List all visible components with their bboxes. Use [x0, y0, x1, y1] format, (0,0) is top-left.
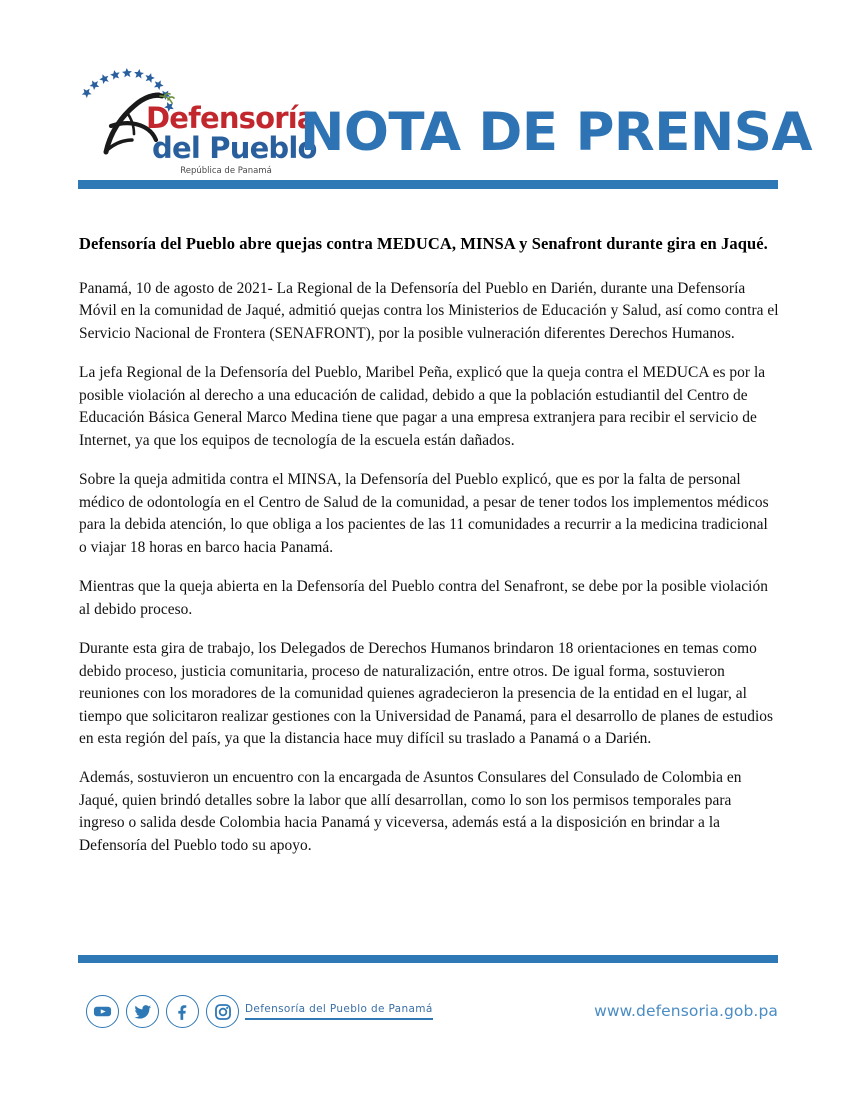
body-paragraph: Panamá, 10 de agosto de 2021- La Regional de la Defensoría del Pueblo en Darién, durante una Defensoría Móvil en la comunidad de Jaqué, admitió quejas contra los Ministerios de Educación y Salud, así como contra el Servicio Nacional de Frontera (SENAFRONT), por la posible vulneración diferentes Derechos Humanos. — [79, 279, 779, 342]
institutional-logo — [78, 62, 317, 182]
body-paragraph: Además, sostuvieron un encuentro con la encargada de Asuntos Consulares del Consulado de Colombia en Jaqué, quien brindó detalles sobre la labor que allí desarrollan, como lo son los permisos temporales para ingreso o salida desde Colombia hacia Panamá y viceversa, además está a la disposición en brindar a la Defensoría del Pueblo todo su apoyo. — [79, 769, 742, 854]
body-paragraph: La jefa Regional de la Defensoría del Pueblo, Maribel Peña, explicó que la queja contra el MEDUCA es por la posible violación al derecho a una educación de calidad, debido a que la población estudiantil del Centro de Educación Básica General Marco Medina tiene que pagar a una empresa extranjera para recibir el servicio de Internet, ya que los equipos de tecnología de la escuela están dañados. — [79, 364, 766, 449]
social-links — [86, 995, 239, 1028]
footer-organization-label: Defensoría del Pueblo de Panamá — [245, 1003, 433, 1015]
footer-divider — [78, 955, 778, 963]
document-footer — [78, 995, 778, 1045]
twitter-icon[interactable] — [126, 995, 159, 1028]
youtube-icon[interactable] — [86, 995, 119, 1028]
body-paragraph: Durante esta gira de trabajo, los Delegados de Derechos Humanos brindaron 18 orientaciones en temas como debido proceso, justicia comunitaria, proceso de naturalización, entre otros. De igual forma, sostuvieron reuniones con los moradores de la comunidad quienes agradecieron la presencia de la entidad en el lugar, al tiempo que solicitaron realizar gestiones con la Universidad de Panamá, para el desarrollo de planes de estudios en esta región del país, ya que la distancia hace muy difícil su traslado a Panamá o a Darién. — [79, 640, 774, 747]
footer-organization — [245, 1003, 433, 1020]
body-paragraph: Sobre la queja admitida contra el MINSA, la Defensoría del Pueblo explicó, que es por la falta de personal médico de odontología en el Centro de Salud de la comunidad, a pesar de tener todos los implementos médicos para la debida atención, lo que obliga a los pacientes de las 11 comunidades a recurrir a la medicina tradicional o viajar 18 horas en barco hacia Panamá. — [79, 471, 769, 556]
logo-wordmark-line1: Defensoría — [146, 101, 316, 135]
logo-wordmark-line2: del Pueblo — [152, 131, 317, 165]
website-link[interactable]: www.defensoria.gob.pa — [594, 1002, 778, 1020]
logo-wordmark — [146, 101, 317, 176]
document-title: NOTA DE PRENSA — [300, 102, 812, 163]
footer-organization-underline — [245, 1018, 433, 1020]
logo-wordmark-country: República de Panamá — [180, 166, 272, 176]
header-divider — [78, 180, 778, 189]
document-body — [79, 233, 779, 857]
body-paragraph: Mientras que la queja abierta en la Defensoría del Pueblo contra del Senafront, se debe por la posible violación al debido proceso. — [79, 578, 768, 618]
instagram-icon[interactable] — [206, 995, 239, 1028]
facebook-icon[interactable] — [166, 995, 199, 1028]
document-header — [78, 62, 812, 190]
press-release-headline: Defensoría del Pueblo abre quejas contra MEDUCA, MINSA y Senafront durante gira en Jaqué. — [79, 234, 768, 253]
